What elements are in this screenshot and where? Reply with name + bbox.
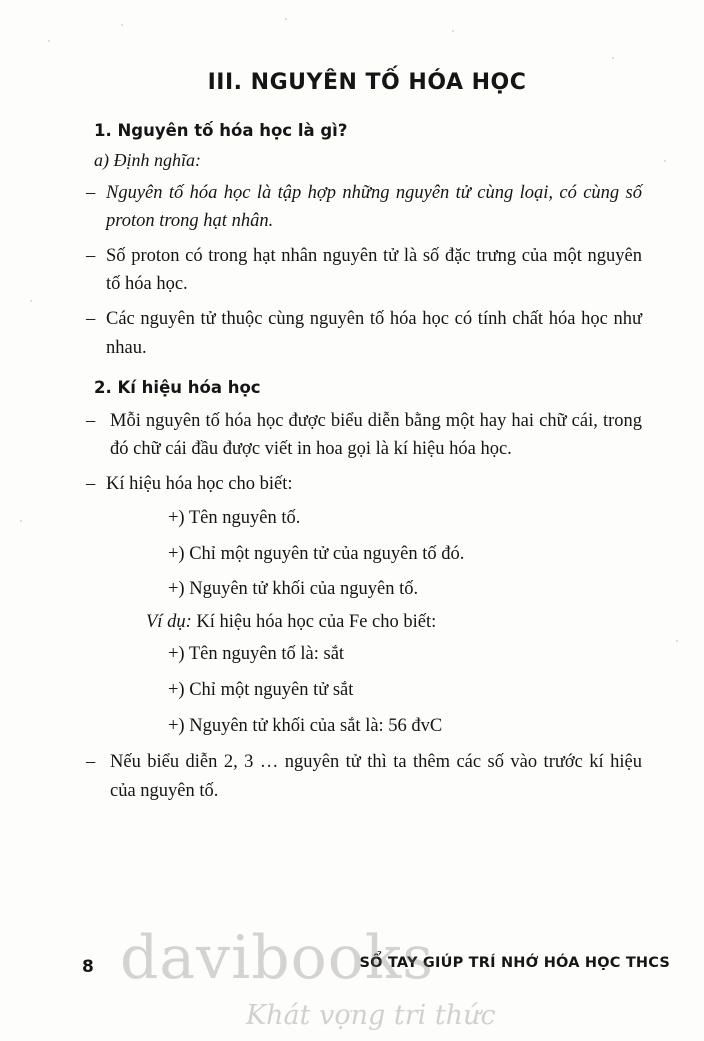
list-item xyxy=(86,748,642,804)
bullet-dash: – xyxy=(86,309,96,330)
bullet-dash: – xyxy=(86,410,96,431)
footer-book-title: SỔ TAY GIÚP TRÍ NHỚ HÓA HỌC THCS xyxy=(359,955,670,971)
bullet-dash: – xyxy=(86,183,96,203)
paper-speck xyxy=(664,160,666,162)
bullet-dash: – xyxy=(86,752,96,773)
list-item-text: Nếu biểu diễn 2, 3 … nguyên tử thì ta thêm các số vào trước kí hiệu của nguyên tố. xyxy=(110,752,642,801)
paper-speck xyxy=(452,30,454,32)
bullet-dash: – xyxy=(86,473,96,494)
paper-speck xyxy=(48,40,50,42)
paper-speck xyxy=(612,57,614,59)
example-text: Kí hiệu hóa học của Fe cho biết: xyxy=(196,612,437,633)
bullet-dash: – xyxy=(86,246,96,267)
paper-speck xyxy=(676,640,678,642)
example-line xyxy=(146,612,642,633)
paper-speck xyxy=(350,1010,352,1012)
list-item-text: Nguyên tố hóa học là tập hợp những nguyên tử cùng loại, có cùng số proton trong hạt nhân. xyxy=(106,183,642,232)
sub-list-item: +) Tên nguyên tố. xyxy=(168,507,301,528)
list-item xyxy=(86,470,642,498)
sub-list-item: +) Chỉ một nguyên tử của nguyên tố đó. xyxy=(168,543,465,564)
watermark-brand: davibooks xyxy=(120,923,435,993)
section-1-heading: 1. Nguyên tố hóa học là gì? xyxy=(94,121,348,140)
section-2-heading: 2. Kí hiệu hóa học xyxy=(94,377,261,397)
example-label: Ví dụ: xyxy=(146,612,192,633)
paper-speck xyxy=(285,18,287,20)
list-item-text: Kí hiệu hóa học cho biết: xyxy=(106,473,293,494)
document-body xyxy=(72,70,642,812)
list-item xyxy=(86,305,642,361)
page-number: 8 xyxy=(82,957,94,977)
list-item xyxy=(86,407,642,463)
page-title: III. NGUYÊN TỐ HÓA HỌC xyxy=(207,70,527,95)
list-item-text: Các nguyên tử thuộc cùng nguyên tố hóa học có tính chất hóa học như nhau. xyxy=(106,309,642,358)
list-item xyxy=(86,179,642,235)
list-item-text: Mỗi nguyên tố hóa học được biểu diễn bằng một hay hai chữ cái, trong đó chữ cái đầu được viết in hoa gọi là kí hiệu hóa học. xyxy=(110,410,642,459)
paper-speck xyxy=(121,24,123,26)
sub-list-item: +) Chỉ một nguyên tử sắt xyxy=(168,679,354,700)
sub-list-item: +) Tên nguyên tố là: sắt xyxy=(168,644,345,665)
list-item xyxy=(86,242,642,298)
paper-speck xyxy=(30,300,32,302)
watermark-slogan: Khát vọng tri thức xyxy=(246,1000,496,1031)
list-item-text: Số proton có trong hạt nhân nguyên tử là số đặc trưng của một nguyên tố hóa học. xyxy=(106,246,642,295)
paper-speck xyxy=(20,520,22,522)
sub-list-item: +) Nguyên tử khối của nguyên tố. xyxy=(168,579,419,600)
page-footer xyxy=(0,949,704,989)
sub-list-item: +) Nguyên tử khối của sắt là: 56 đvC xyxy=(168,715,443,736)
section-1-subheading: a) Định nghĩa: xyxy=(94,150,201,170)
